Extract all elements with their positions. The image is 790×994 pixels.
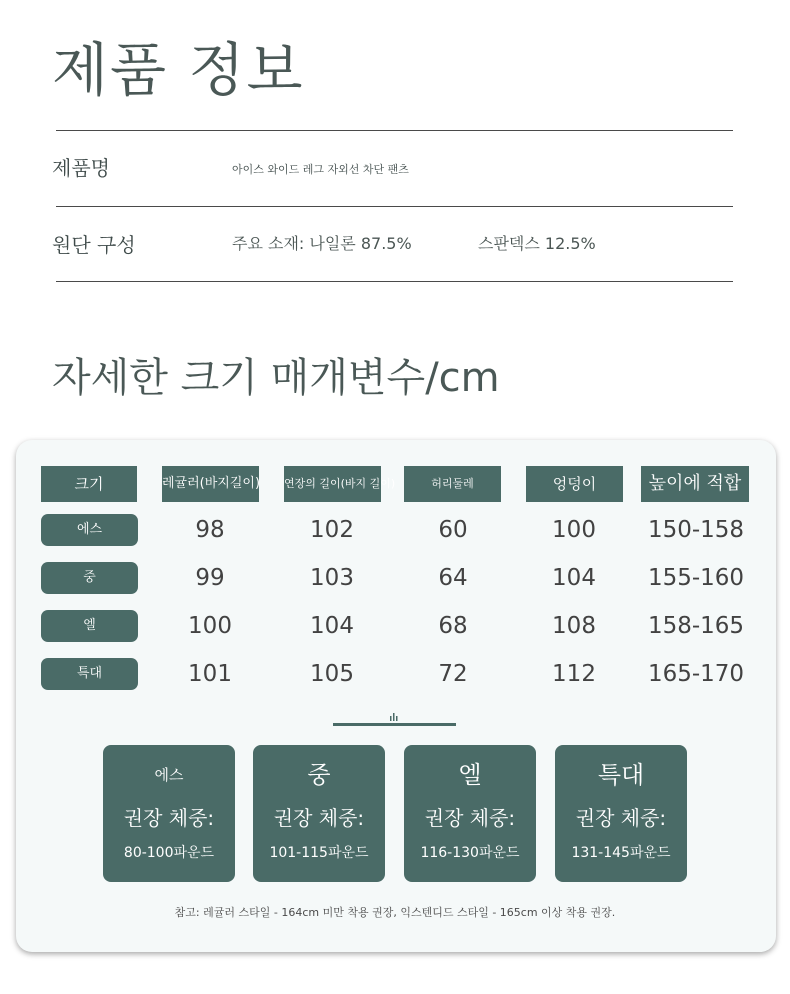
header-hip: 엉덩이 [526,466,623,502]
recommend-label: 권장 체중: [424,806,516,830]
recommend-box-xl [555,745,687,882]
fabric-second: 스판덱스 12.5% [478,234,596,253]
table-cell: 60 [438,517,468,543]
header-extended-length: 연장의 길이(바지 길이) [284,466,381,502]
row-size-l: 엘 [41,610,138,642]
table-cell: 104 [552,565,596,591]
recommend-weight: 116-130파운드 [420,845,520,861]
table-cell: 158-165 [647,613,745,639]
recommend-label: 권장 체중: [575,806,667,830]
table-cell: 112 [552,661,596,687]
row-size-s: 에스 [41,514,138,546]
divider-bottom [56,281,733,282]
table-cell: 102 [310,517,354,543]
table-cell: 150-158 [647,517,745,543]
header-size: 크기 [41,466,137,502]
table-cell: 105 [310,661,354,687]
header-fit-height: 높이에 적합 [641,466,749,502]
product-name-value: 아이스 와이드 레그 자외선 차단 팬츠 [232,163,409,176]
row-size-m: 중 [41,562,138,594]
table-cell: 165-170 [647,661,745,687]
table-cell: 68 [438,613,468,639]
table-cell: 99 [195,565,225,591]
recommend-weight: 131-145파운드 [571,845,671,861]
table-cell: 103 [310,565,354,591]
recommend-size: 엘 [458,761,482,789]
table-cell: 104 [310,613,354,639]
row-size-xl: 특대 [41,658,138,690]
recommend-label: 권장 체중: [123,806,215,830]
table-cell: 98 [195,517,225,543]
size-section-title: 자세한 크기 매개변수/cm [52,355,500,401]
footnote: 참고: 레귤러 스타일 - 164cm 미만 착용 권장, 익스텐디드 스타일 - 165cm 이상 착용 권장. [174,906,616,919]
recommend-size: 중 [307,761,331,789]
product-name-label: 제품명 [52,156,110,180]
table-cell: 100 [552,517,596,543]
recommend-weight: 101-115파운드 [269,845,369,861]
table-cell: 108 [552,613,596,639]
divider-middle [56,206,733,207]
table-cell: 64 [438,565,468,591]
recommend-box-m [253,745,385,882]
header-waist: 허리둘레 [404,466,501,502]
recommend-box-l [404,745,536,882]
fabric-label: 원단 구성 [52,233,136,257]
recommend-label: 권장 체중: [273,806,365,830]
table-cell: 155-160 [647,565,745,591]
product-info-title: 제품 정보 [52,36,305,104]
table-cell: 101 [188,661,232,687]
header-regular-length: 레귤러(바지길이) [162,466,259,502]
table-cell: 72 [438,661,468,687]
divider-top [56,130,733,131]
recommend-size: 특대 [597,761,645,789]
section-divider [333,723,456,726]
bar-mark-icon [389,711,399,721]
recommend-weight: 80-100파운드 [123,845,215,861]
fabric-main: 주요 소재: 나일론 87.5% [232,234,412,253]
recommend-size: 에스 [154,766,184,784]
table-cell: 100 [188,613,232,639]
recommend-box-s [103,745,235,882]
